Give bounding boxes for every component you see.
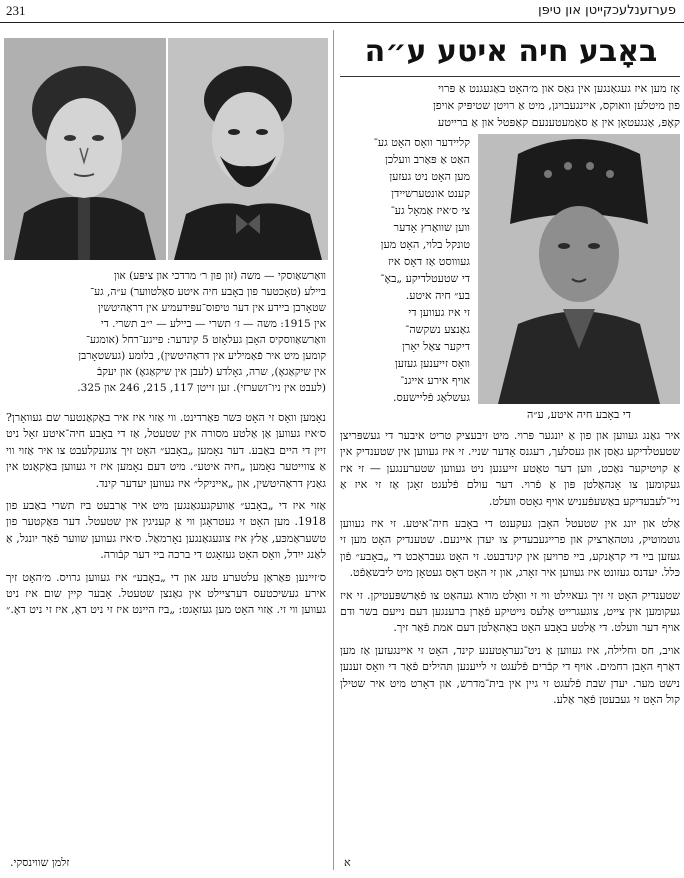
body-paragraph: שטענדיק האָט זי זיך געאײַלט ווי זי וואָלט מורא געהאַט צו פֿאַרשפּעטיקן. זי איז געקומען אין צייט, צוגעגרייט אַלעס נייטיקע פֿאַרן ברענגען דעם נייעם בשר ודם אויף דער וועלט. די אַלטע באָבע האָט באַהאַלטן דעם אמת פֿאַר זיך.: [340, 588, 680, 635]
page-number: 231: [6, 3, 26, 18]
text-line: מען האָט ניט געזען: [389, 170, 470, 183]
intro-line: פון מיטלען וואוקס, איינגעבויגן, מיט אַ רויטן שטיפּיק אויפן: [432, 99, 680, 112]
body-paragraph: אַלט און יונג אין שטעטל האָבן געקענט די באָבע חיה־איטע. זי איז געווען גוטמוטיק, גוטהאַרציק און פרייגעבעדיק צו יעדן איינעם. שטענדיק האָט מען זי געזען ביי די קראַנקע, ביי פרויען אין קינדבעט. זי האָט געבראַכט די „באָבע״ פֿון כּלל. יעדנס געזונט איז געווען איר זאָרג, און זי האָט דאָס געטאָן מיט ליבשאַפֿט.: [340, 517, 680, 580]
caption-line: אין שיקאַגאָ), שרה, גאָלדע (לעבן אין שיקאַגאָ) און יעקבֿ: [97, 366, 326, 378]
intro-lines: [340, 80, 680, 131]
caption-line: (לעבט אין ניו־זשערזי). זען זייטן 117, 215, 246 און 325.: [77, 382, 326, 394]
text-line: צי ס׳איז אַמאָל גע־: [390, 204, 470, 217]
text-line: אויף אירע אייגנ־: [400, 374, 470, 387]
portraits-caption: [6, 268, 326, 396]
right-column-body: [340, 428, 680, 715]
author-signature: זלמן שווינסקי.: [10, 856, 70, 869]
column-divider: [333, 30, 334, 870]
intro-line: אָז מען איז געגאַנגען אין גאַס און מ׳האָט באַגעגנט אַ פּרוי: [438, 82, 680, 95]
text-line: גאַנצע נשקשה־: [405, 323, 470, 336]
body-paragraph: נאָמען וואָס זי האָט כּשר פאַרדינט. ווי אַזוי איז איר באַקאַנטער שם געוואָרן? ס׳איז געווען אַן אַלטע מסורה אין שטעטל, אַז די באָבע חיה־איטע זאָל ניט זיין די היים באַבע. דער נאָמען „באָבע״ האָט זיך צוגעקלעבט צו איר אַזוי ווי אַ צווייטער נאָמען „חיה איטע״. מיט דעם נאָמען איז זי געווען באַקאַנט אין גאַנץ דראַהיטשין, און „אייניקל״ איז געווען יעדער קינד.: [6, 411, 326, 490]
caption-line: שטאָרבן ביידע אין דער טיפוס־עפּידעמיע אין דראַהיטשין: [97, 302, 326, 314]
text-line: קליידער וואָס האָט גע־: [373, 136, 470, 149]
intro-line: קאָפּ, אַנגעטאָן אין אַ סאַמעטענעם קאַפּטל און אַ ברייטע: [437, 116, 680, 129]
caption-line: ביילע (טאָכטער פון באָבע חיה איטע סאַלטווער) ע״ה, גע־: [90, 286, 326, 298]
narrow-column: [340, 134, 470, 406]
text-line: דיקער צאַל יאָרן: [402, 340, 470, 353]
caption-line: קומען מיט איר פֿאַמיליע אין דראַהיטשין), בלומע (געשטאָרבן: [78, 350, 326, 362]
text-line: האַט אַ פּאַרב וועלכן: [385, 153, 470, 166]
text-line: געשלאַג פֿליישעס.: [393, 391, 470, 404]
text-line: וואָס זייענען געזען: [394, 357, 470, 370]
grandmother-photo-caption: די באָבע חיה איטע, ע״ה: [527, 408, 631, 421]
caption-line: וואַרשאַוסקי — משה (זון פון ר׳ מרדכי און ציפּע) און: [114, 270, 326, 282]
caption-line: וואַרשאַווסקיס האָבן געלאָזט 5 קינדער: פייגע־רחל (אומגע־: [86, 334, 326, 346]
text-line: קענט אונטערשיידן: [391, 187, 470, 200]
left-column-body: [6, 410, 326, 625]
body-paragraph: ס׳זיינען פאַראַן עלטערע טעג און די „באָבע״ איז געווען גרויס. מ׳האָט זיך אירע געשיכטעס דערציילט אין גאַנצן שטעטל. אָבער קיין שום איז ניט געווען ווי זי. אַזוי האָט מען געזאָגט: „ביז היינט איז זי ניט דאָ, איז זי ניט דאָ.״: [6, 570, 326, 617]
continuation-mark: א: [344, 856, 351, 869]
text-line: ווען שוואַרץ אָדער: [393, 221, 470, 234]
portrait-woman-photo: [4, 38, 166, 260]
grandmother-photo: [478, 134, 680, 404]
article-title: באָבע חיה איטע ע״ה: [364, 34, 658, 69]
body-paragraph: איר גאַנג געווען און פון אַ יונגער פּרוי. מיט זיבעציק טריט איבער די געשפּריצן שטעטלדיקע גאַסן און געסלעך, רעגנס אָדער שניי. זי איז געווען אין שטענדיק אין אַ קויטיקער נאַכט, ווען דער טאַטע זייענען ניט געווען שטערענגען — זי איז געקומען צו אָנהאַלטן פּון אַ פֿרוי. דער עולם פֿלעגט זאָגן אַז זי איז אַ ניי־לעבעדיקע באַשעפֿעניש אויף גאָטס וועלט.: [340, 429, 680, 508]
text-line: טונקל בלוי, האָט מען: [380, 238, 470, 251]
text-line: זי איז געווען די: [408, 306, 470, 319]
body-paragraph: אַזוי איז די „באָבע״ אַוועקגעגאַנגען מיט איר אַרבעט ביז תשרי באַבע פון 1918. מען האָט זי געטראָגן ווי אַ קעניגין אין שטעטל. דער פאַקטער פון טשעראַמכּע, אַלץ איז צוגעגאַנגען נאָרמאַל. ס׳איז געווען שווער פֿאַר יונגל, אַ לאַנג ייִדל, וואָס האָט געזאָגט די ברכה ביי דער קבֿורה.: [6, 499, 326, 562]
text-line: די שטעטלדיקע „באָ־: [380, 272, 470, 285]
text-line: בע״ חיה איטע.: [405, 289, 470, 302]
body-paragraph: אויב, חס וחלילה, איז געווען אַ ניט־געראָטענע קינד, האָט זי איינגעזען אַז מען דאַרף האָבן רחמים. אויף די קבֿרים פֿלעגט זי לייענען תּהילים פֿאַר די וואָס זענען נישט מער. יעדן שבת פֿלעגט זי גיין אין בית־מדרש, און דאָרט מיט איר שטילן קול האָט זי געבעטן פֿאַר אַלע.: [340, 643, 680, 707]
running-title: פערזענלעכקייטן און טיפּן: [538, 3, 676, 18]
portrait-man-photo: [168, 38, 328, 260]
text-line: געוווסט אַז דאָס איז: [387, 255, 470, 268]
caption-line: אין 1915: משה — ז׳ תשרי — ביילע — י״ב תשרי. די: [100, 318, 326, 330]
title-rule: [340, 76, 680, 77]
